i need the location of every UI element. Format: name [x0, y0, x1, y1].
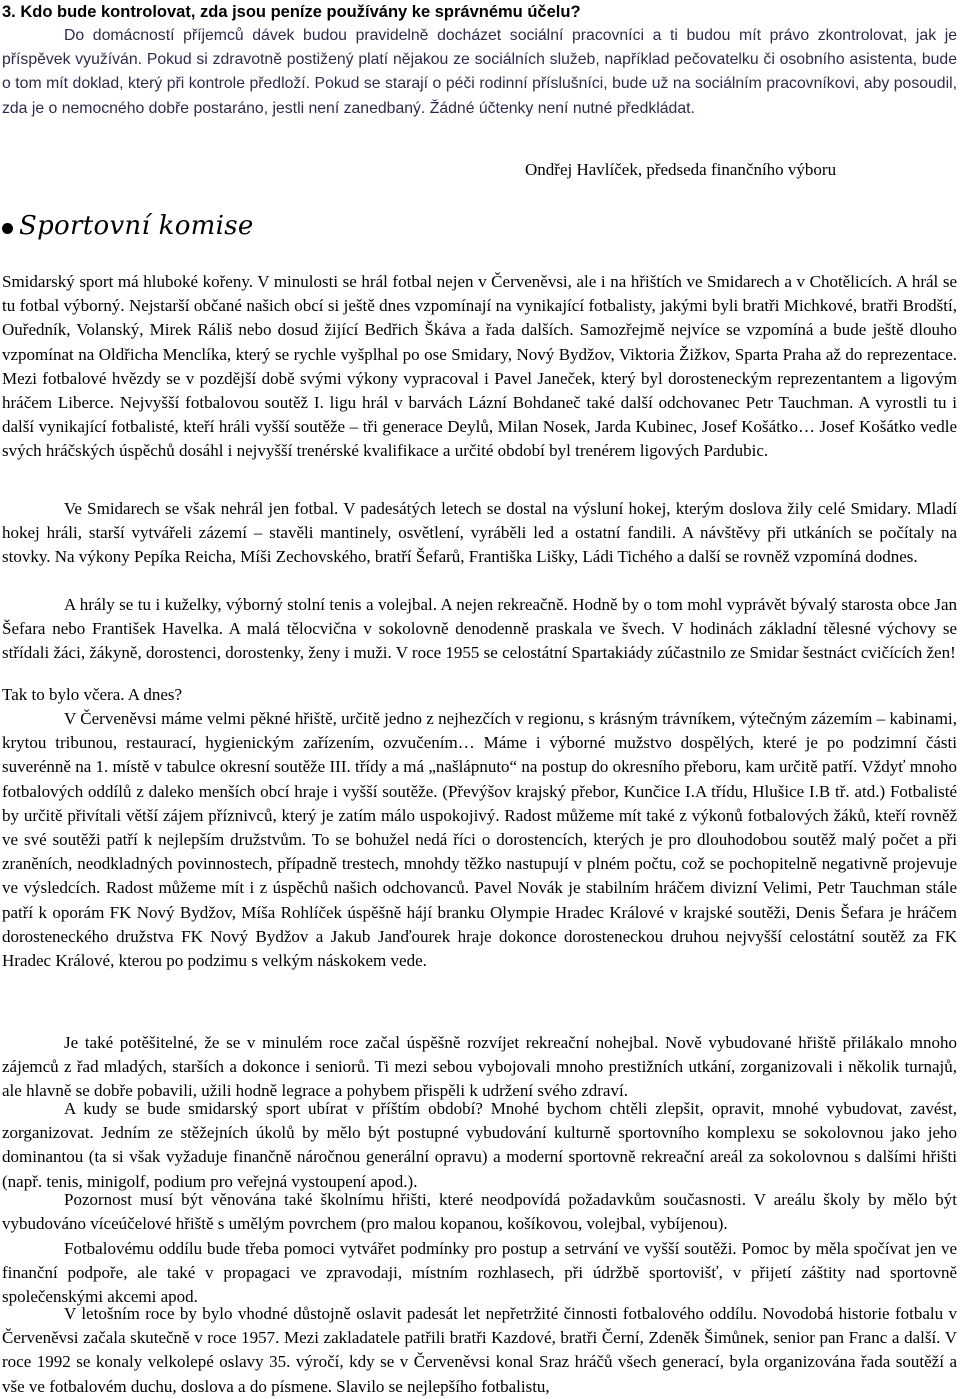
- question-heading: 3. Kdo bude kontrolovat, zda jsou peníze používány ke správnému účelu?: [2, 3, 581, 21]
- intro-paragraph: Do domácností příjemců dávek budou pravidelně docházet sociální pracovníci a ti budou mít právo zkontrolovat, jak je příspěvek využíván. Pokud si zdravotně postižený platí nějakou ze sociálních služeb, například pečovatelku či osobního asistenta, bude o tom mít doklad, který při kontrole předloží. Pokud se starají o péči rodinní příslušníci, bude už na sociálním pracovníkovi, aby posoudil, zda je o nemocného dobře postaráno, jestli není zanedbaný. Žádné účtenky není nutné předkládat.: [2, 27, 957, 117]
- paragraph-school-playground: Pozornost musí být věnována také školnímu hřišti, které neodpovídá požadavkům současnosti. V areálu školy by mělo být vybudováno víceúčelové hřiště s umělým povrchem (pro malou kopanou, košíkovou, volejbal, vybíjenou).: [2, 1190, 957, 1234]
- paragraph-future-plans: A kudy se bude smidarský sport ubírat v příštím období? Mnohé bychom chtěli zlepšit, opravit, mnohé vybudovat, zavést, zorganizovat. Jedním ze stěžejních úkolů by mělo být postupné vybudování kulturně sportovního komplexu se sokolovnou jako jeho dominantou (ta si však vyžaduje finančně náročnou generální opravu) a moderní sportovně rekreační areál za sokolovnou s dalšími hřišti (např. tenis, minigolf, podium pro veřejná vystoupení apod.).: [2, 1099, 957, 1191]
- signature: Ondřej Havlíček, předseda finančního výboru: [525, 160, 837, 179]
- paragraph-nohejbal: Je také potěšitelné, že se v minulém roce začal úspěšně rozvíjet rekreační nohejbal. Nově vybudované hřiště přilákalo mnoho zájemců z řad mladých, starších a dokonce i seniorů. Ti mezi sebou vybojovali mnoho prestižních utkání, zorganizovali i několik turnajů, ale hlavně se dobře pobavili, užili hodně legrace a pohybem přispěli k udržení svého zdraví.: [2, 1033, 957, 1101]
- bullet-icon: [2, 223, 13, 234]
- paragraph-football-support: Fotbalovému oddílu bude třeba pomoci vytvářet podmínky pro postup a setrvání ve vyšší soutěži. Pomoc by měla spočívat jen ve finanční podpoře, ale také v propagaci ve zpravodaji, místním rozhlasech, při údržbě sportovišť, v přijetí záštity nad sportovně společenskými akcemi apod.: [2, 1239, 957, 1307]
- section-title: Sportovní komise: [19, 211, 254, 241]
- paragraph-hockey: Ve Smidarech se však nehrál jen fotbal. V padesátých letech se dostal na výsluní hokej, kterým doslova žily celé Smidary. Mladí hokej hráli, starší vytvářeli zázemí – stavěli mantinely, osvětlení, vyráběli led a ostatní fandili. A návštěvy při utkáních se počítaly na stovky. Na výkony Pepíka Reicha, Míši Zechovského, bratří Šefarů, Františka Lišky, Ládi Tichého a další se rovněž vzpomíná dodnes.: [2, 499, 957, 567]
- paragraph-today-question: Tak to bylo včera. A dnes?: [2, 685, 183, 704]
- paragraph-current-football: V Červeněvsi máme velmi pěkné hřiště, určitě jedno z nejhezčích v regionu, s krásným trávníkem, výtečným zázemím – kabinami, krytou tribunou, restaurací, hygienickým zařízením, ozvučením… Máme i výborné mužstvo dospělých, které je po podzimní části suverénně na 1. místě v tabulce okresní soutěže III. třídy a má „našlápnuto“ na postup do okresního přeboru, kam určitě patří. Vždyť mnoho fotbalových oddílů z daleko menších obcí hraje i vyšší soutěže. (Převýšov krajský přebor, Kunčice I.A třídu, Hlušice I.B tř. atd.) Fotbalisté by určitě přivítali větší zájem příznivců, který je zatím málo uspokojivý. Radost můžeme mít také z výkonů fotbalových žáků, kteří rovněž ve své soutěži patří k nejlepším družstvům. To se bohužel nedá říci o dorostencích, kterých je pro dlouhodobou soutěž malý počet a při zraněních, neodkladných povinnostech, případně trestech, mnohdy těžko nastupují v plném počtu, což se pochopitelně negativně projevuje ve výsledcích. Radost můžeme mít i z úspěchů našich odchovanců. Pavel Novák je stabilním hráčem divizní Velimi, Petr Tauchman stále patří k oporám FK Nový Bydžov, Míša Rohlíček úspěšně hájí branku Olympie Hradec Králové v krajské soutěži, Denis Šefara je hráčem dorosteneckého družstva FK Nový Bydžov a Jakub Janďourek hraje dokonce dorosteneckou druhou nejvyšší celostátní soutěž za FK Hradec Králové, kterou po podzimu s velkým náskokem vede.: [2, 709, 957, 971]
- section-heading: [2, 208, 254, 244]
- paragraph-other-sports: A hrály se tu i kuželky, výborný stolní tenis a volejbal. A nejen rekreačně. Hodně by o tom mohl vyprávět bývalý starosta obce Jan Šefara nebo František Havelka. A malá tělocvična v sokolovně denodenně praskala ve švech. V hodinách základní tělesné výchovy se střídali žáci, žákyně, dorostenci, dorostenky, ženy i muži. V roce 1955 se celostátní Spartakiády zúčastnilo ze Smidar šestnáct cvičících žen!: [2, 595, 957, 663]
- paragraph-history-football: Smidarský sport má hluboké kořeny. V minulosti se hrál fotbal nejen v Červeněvsi, ale i na hřištích ve Smidarech a v Chotělicích. A hrál se tu fotbal výborný. Nejstarší občané našich obcí si ještě dnes vzpomínají na vynikající fotbalisty, jakými byli bratři Michkové, bratři Brodští, Ouředník, Volanský, Mirek Ráliš nebo dosud žijící Bedřich Škáva a řada dalších. Samozřejmě nejvíce se vzpomíná a bude ještě dlouho vzpomínat na Oldřicha Menclíka, který se rychle vyšplhal po ose Smidary, Nový Bydžov, Viktoria Žižkov, Sparta Praha až do reprezentace. Mezi fotbalové hvězdy se v pozdější době svými výkony vypracoval i Pavel Janeček, který byl dorosteneckým reprezentantem a ligovým hráčem Liberce. Nejvyšší fotbalovou soutěž I. ligu hrál v barvách Lázní Bohdaneč také další odchovanec Petr Tauchman. A vyrostli tu i další vynikající fotbalisté, kteří hráli vyšší soutěže – tři generace Deylů, Milan Nosek, Jarda Kubinec, Josef Košátko… Josef Košátko vedle svých hráčských úspěchů dosáhl i nejvyšší trenérské kvalifikace a určité období byl trenérem ligových Pardubic.: [2, 272, 957, 461]
- paragraph-anniversary: V letošním roce by bylo vhodné důstojně oslavit padesát let nepřetržité činnosti fotbalového oddílu. Novodobá historie fotbalu v Červeněvsi začala skutečně v roce 1957. Mezi zakladatele patřili bratři Kazdové, bratři Černí, Zdeněk Šimůnek, senior pan Franc a další. V roce 1992 se konaly velkolepé oslavy 35. výročí, kdy se v Červeněvsi konal Sraz hráčů všech generací, byla organizována řada soutěží a vše ve fotbalovém duchu, doslova a do písmene. Slavilo se nejlepšího fotbalistu,: [2, 1304, 957, 1396]
